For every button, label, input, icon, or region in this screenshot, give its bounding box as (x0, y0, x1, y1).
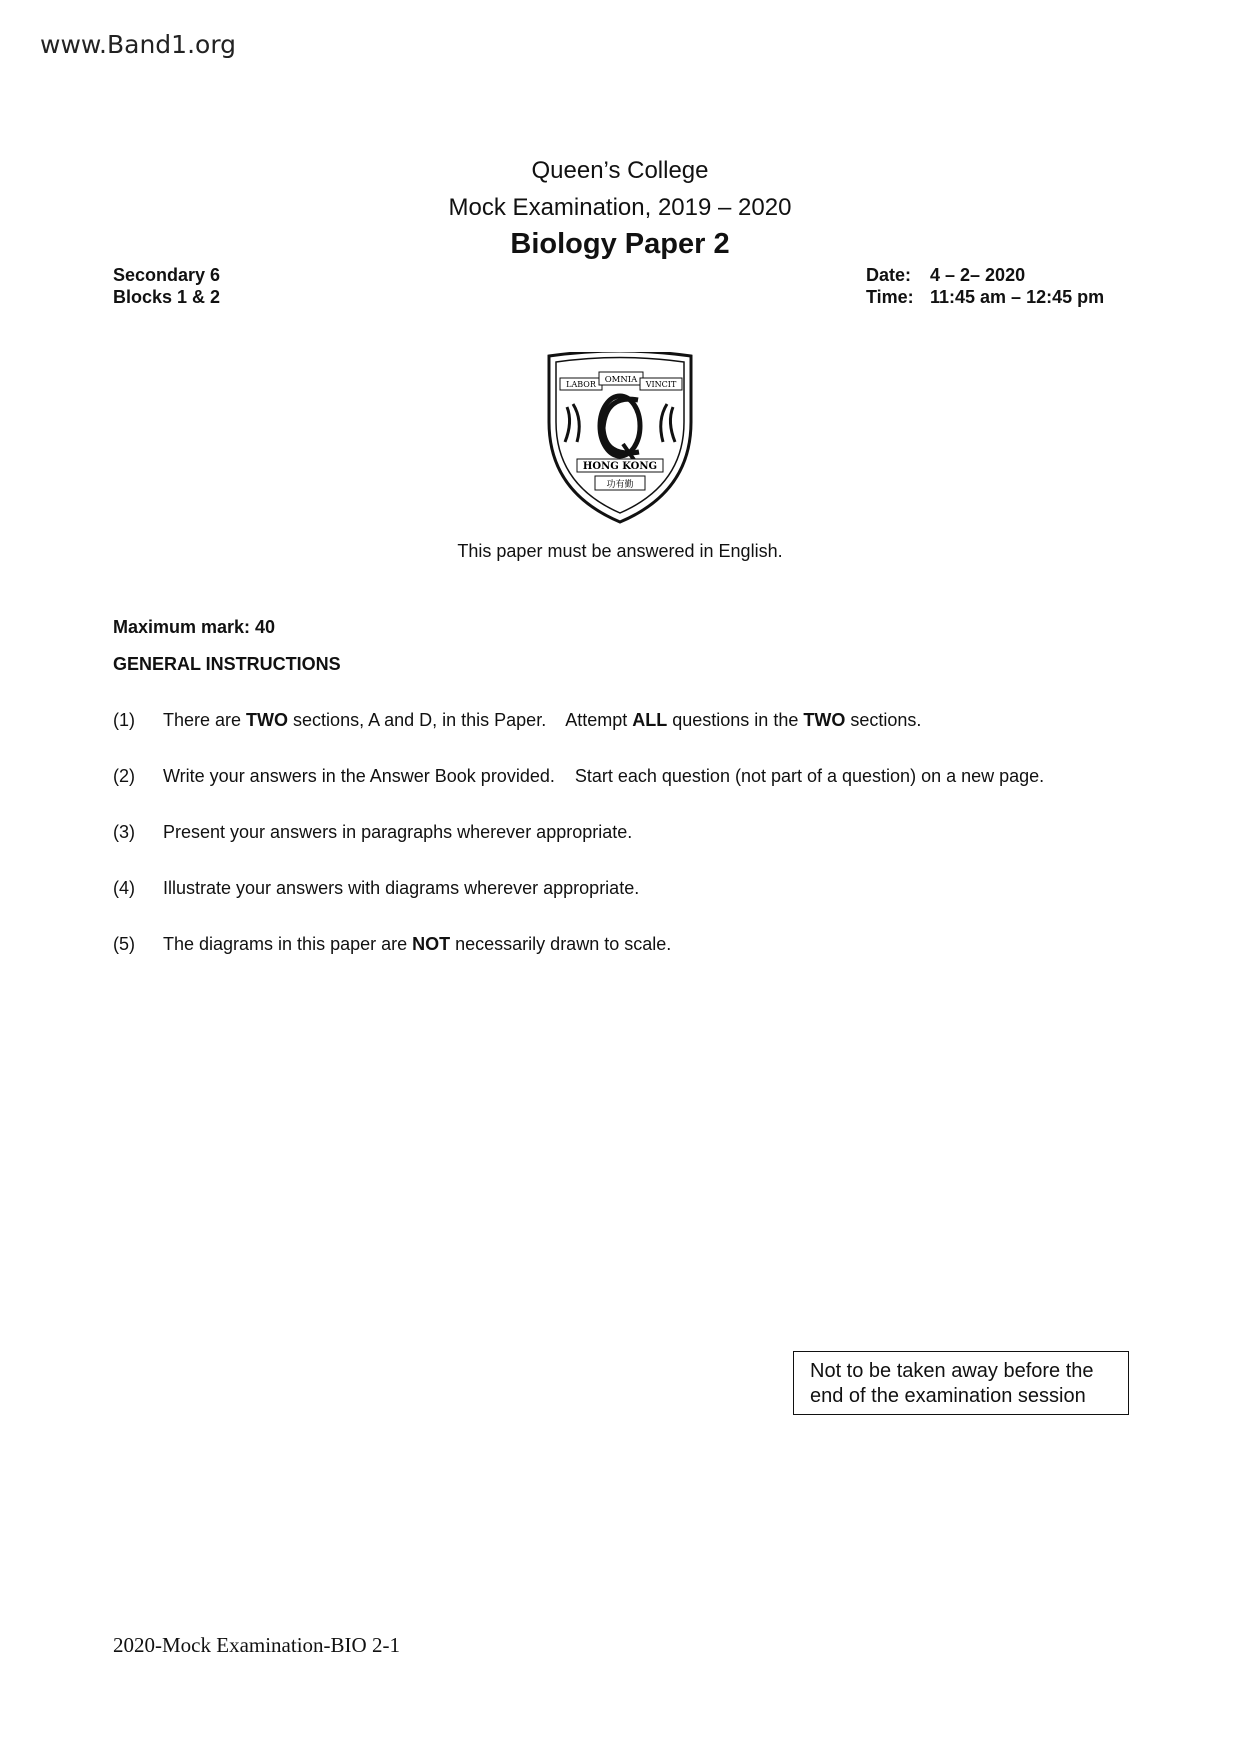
instruction-number: (2) (113, 766, 135, 786)
time-label: Time: (866, 287, 914, 307)
crest-chinese: 功有勤 (606, 480, 634, 490)
instruction-item (113, 822, 632, 843)
notice-box: Not to be taken away before the end of the examination session (793, 1351, 1129, 1415)
instruction-number: (3) (113, 822, 135, 842)
schedule-info (866, 264, 1104, 308)
date-label: Date: (866, 265, 912, 285)
page-footer: 2020-Mock Examination-BIO 2-1 (113, 1633, 400, 1657)
paper-title: Biology Paper 2 (510, 228, 730, 260)
class-blocks: Blocks 1 & 2 (113, 287, 221, 307)
college-name: Queen’s College (531, 157, 709, 184)
class-info (113, 264, 220, 308)
watermark: www.Band1.org (40, 30, 237, 59)
instruction-item (113, 710, 921, 731)
crest-place: HONG KONG (582, 461, 658, 472)
instruction-text: Write your answers in the Answer Book provided. Start each question (not part of a question) on a new page. (163, 766, 1045, 786)
instruction-text: The diagrams in this paper are NOT necessarily drawn to scale. (163, 934, 672, 954)
date-value: 4 – 2– 2020 (930, 265, 1026, 285)
crest-motto-3: VINCIT (645, 380, 677, 389)
crest-motto-1: LABOR (566, 380, 596, 389)
maximum-mark: Maximum mark: 40 (113, 617, 276, 637)
instruction-number: (4) (113, 878, 135, 898)
instruction-number: (1) (113, 710, 135, 730)
time-value: 11:45 am – 12:45 pm (930, 287, 1105, 307)
class-level: Secondary 6 (113, 265, 221, 285)
instruction-number: (5) (113, 934, 135, 954)
instruction-item (113, 934, 671, 955)
school-crest-logo (543, 352, 697, 524)
instruction-item (113, 878, 639, 899)
instruction-text: There are TWO sections, A and D, in this Paper. Attempt ALL questions in the TWO sections. (163, 710, 922, 730)
instruction-item (113, 766, 1044, 787)
general-instructions-title: GENERAL INSTRUCTIONS (113, 654, 341, 674)
crest-motto-2: OMNIA (604, 375, 638, 385)
instruction-text: Present your answers in paragraphs wherever appropriate. (163, 822, 633, 842)
instruction-text: Illustrate your answers with diagrams wherever appropriate. (163, 878, 640, 898)
language-note: This paper must be answered in English. (457, 541, 783, 561)
exam-title: Mock Examination, 2019 – 2020 (448, 194, 792, 221)
